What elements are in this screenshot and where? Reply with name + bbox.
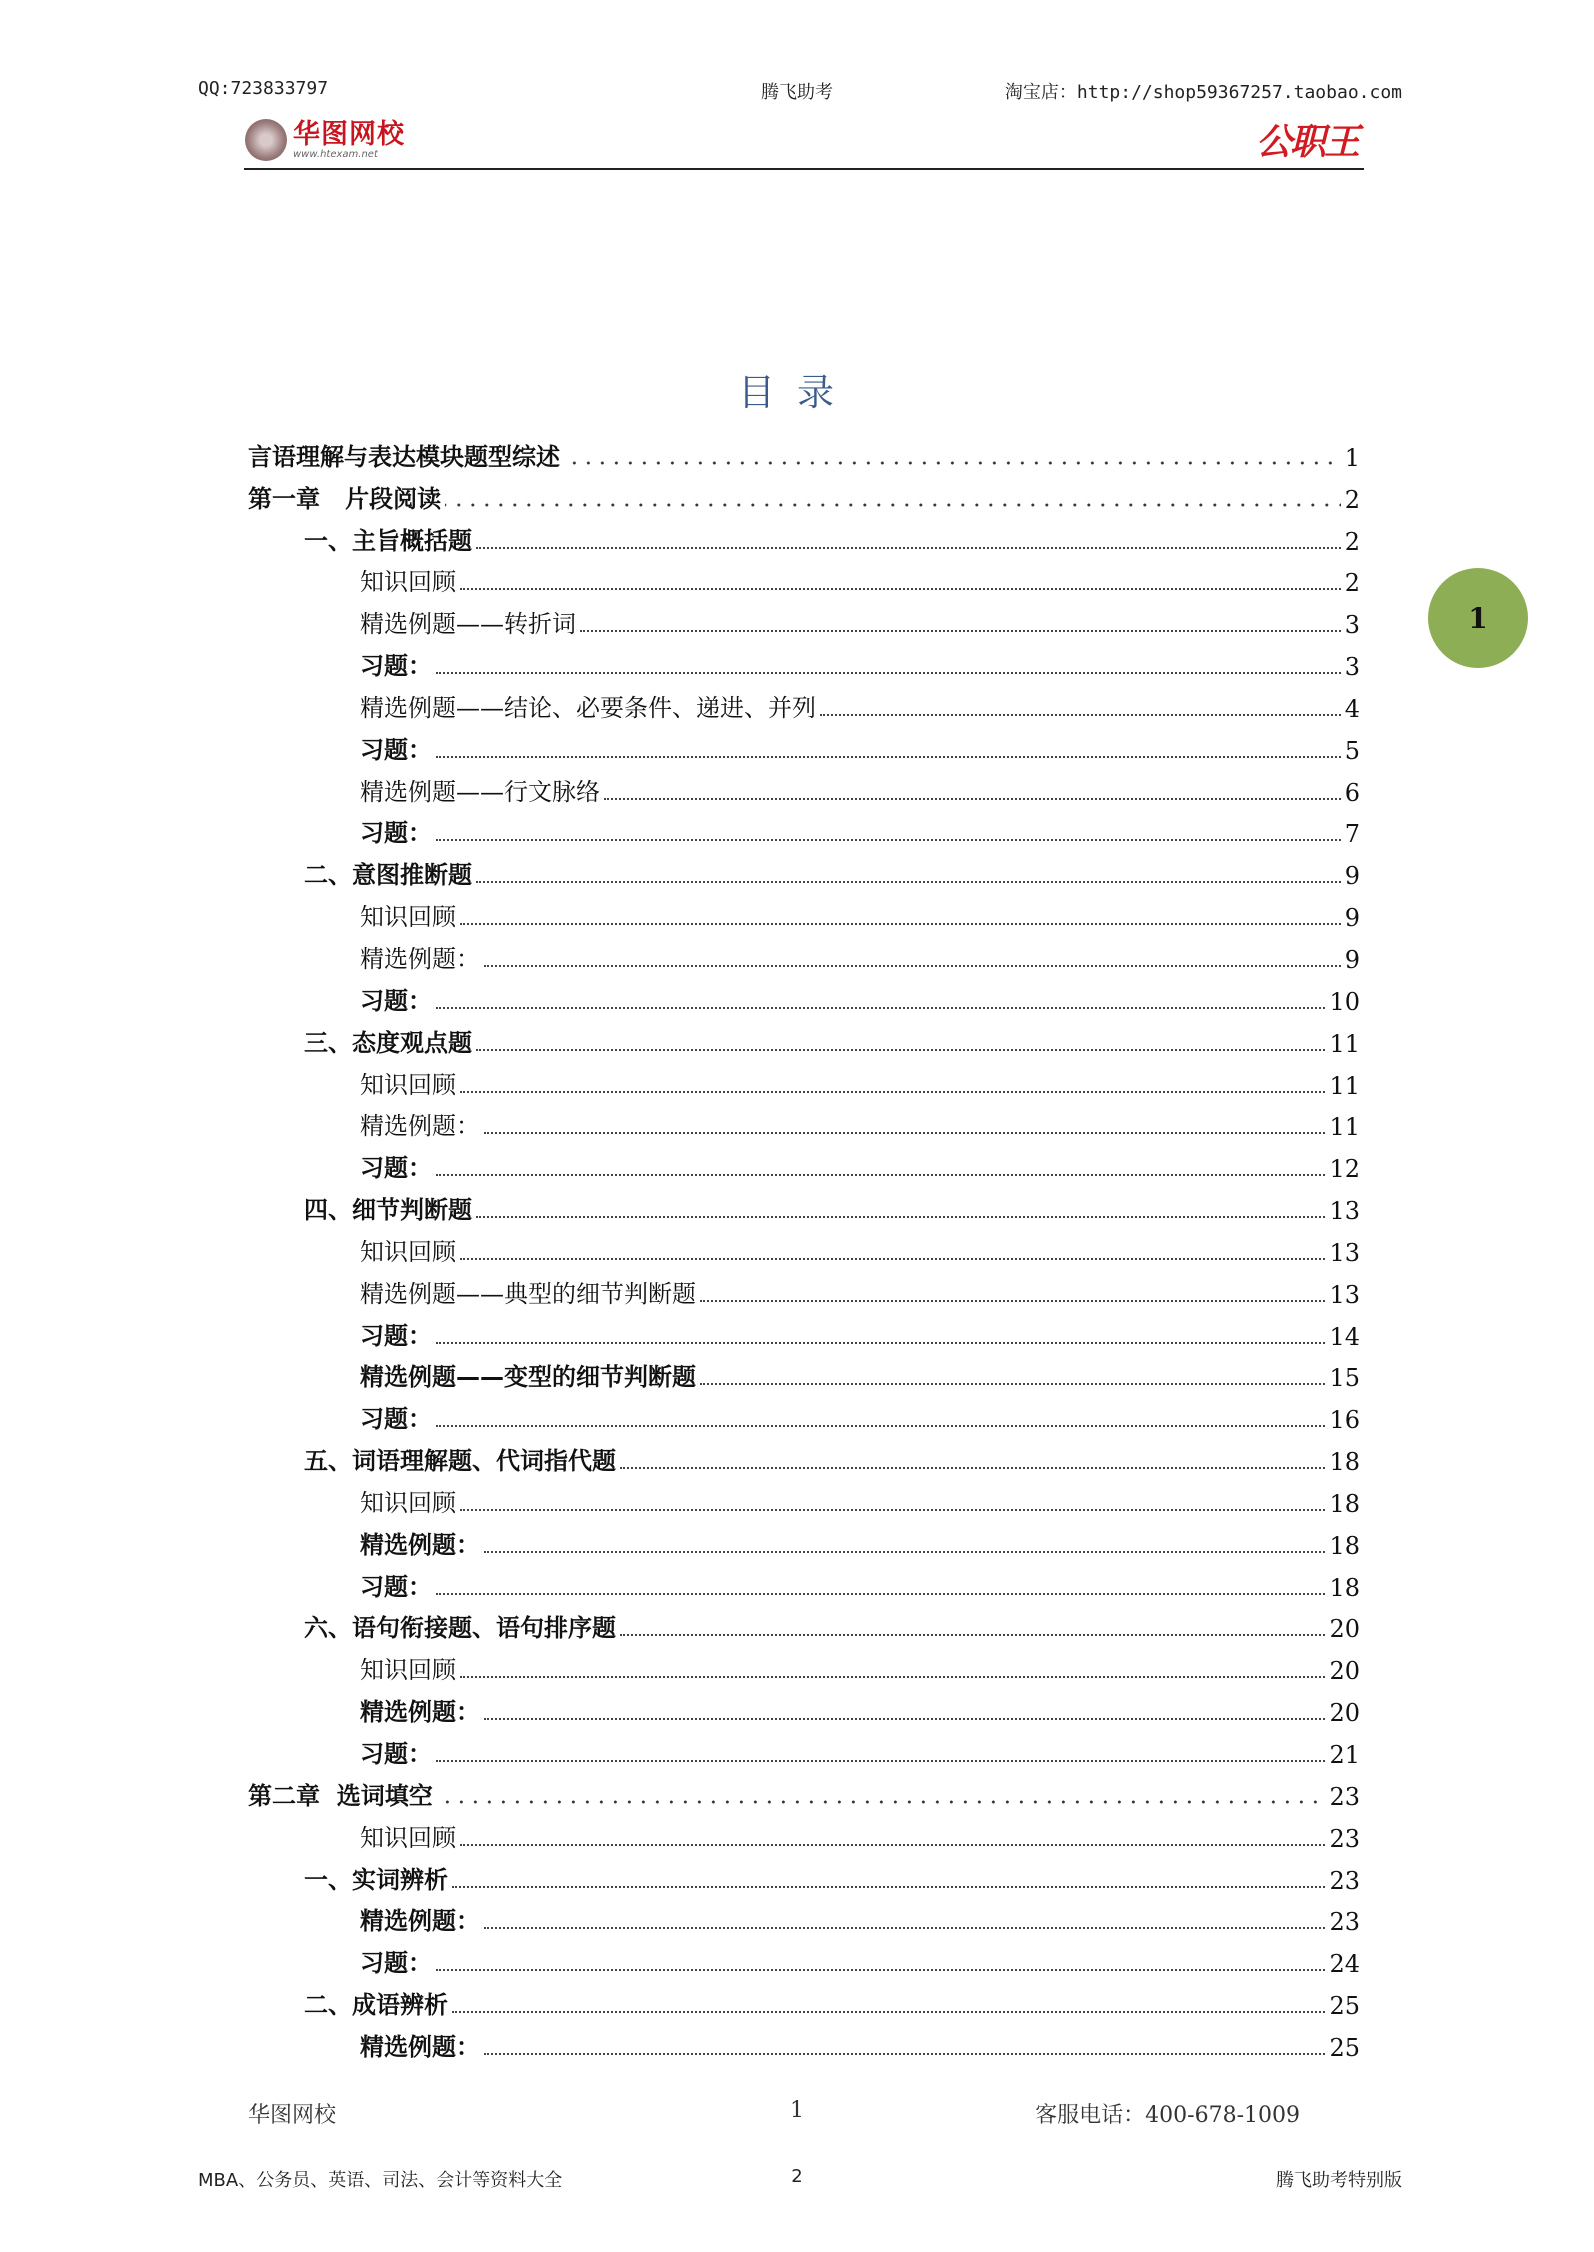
- toc-entry-label: 二、成语辨析: [304, 1991, 448, 2020]
- toc-title: 目录: [738, 371, 856, 414]
- dot-leader: [476, 1216, 1325, 1218]
- header-center-title: 腾飞助考: [761, 82, 833, 103]
- toc-entry-label: 精选例题——转折词: [360, 610, 576, 639]
- toc-entry-page: 11: [1329, 1113, 1360, 1142]
- toc-entry-label: 精选例题——行文脉络: [360, 777, 600, 806]
- footer-phone: 客服电话：400-678-1009: [1035, 2103, 1300, 2128]
- dot-leader: [484, 965, 1341, 967]
- dot-leader: [700, 1300, 1325, 1302]
- dot-leader: [445, 503, 1341, 507]
- dot-leader: [484, 1718, 1325, 1720]
- toc-entry-label: 习题：: [360, 1321, 432, 1350]
- bottom-bar: [0, 2166, 1594, 2196]
- toc-entry-page: 11: [1329, 1071, 1360, 1100]
- toc-entry-page: 2: [1344, 569, 1360, 598]
- toc-entry[interactable]: [248, 767, 1360, 809]
- toc-entry-label: 习题：: [360, 1740, 432, 1768]
- dot-leader: [436, 1969, 1325, 1971]
- toc-entry-page: 23: [1329, 1908, 1360, 1937]
- seal-icon: [245, 119, 287, 161]
- toc-entry-label: 精选例题：: [360, 1112, 480, 1141]
- toc-entry[interactable]: [248, 683, 1360, 725]
- toc-entry-page: 7: [1344, 820, 1360, 849]
- toc-entry-label: 三、态度观点题: [304, 1028, 472, 1057]
- toc-entry[interactable]: [248, 558, 1360, 600]
- toc-entry[interactable]: [248, 1478, 1360, 1520]
- toc-entry-page: 3: [1344, 653, 1360, 682]
- footer-page-number: 1: [790, 2098, 804, 2123]
- toc-entry-page: 3: [1344, 611, 1360, 640]
- toc-entry[interactable]: [248, 516, 1360, 558]
- dot-leader: [460, 1258, 1325, 1260]
- dot-leader: [476, 547, 1341, 549]
- dot-leader: [460, 1091, 1325, 1093]
- toc-entry-page: 14: [1329, 1322, 1360, 1351]
- dot-leader: [436, 839, 1341, 841]
- toc-entry-label: 五、词语理解题、代词指代题: [304, 1447, 616, 1476]
- toc-entry-label: 习题：: [360, 1405, 432, 1434]
- dot-leader: [436, 756, 1341, 758]
- toc-entry-label: 知识回顾: [360, 1823, 456, 1852]
- toc-entry-page: 11: [1329, 1029, 1360, 1058]
- dot-leader: [436, 1760, 1325, 1762]
- toc-entry-page: 9: [1344, 945, 1360, 974]
- toc-entry-page: 13: [1329, 1238, 1360, 1267]
- dot-leader: [484, 1927, 1325, 1929]
- dot-leader: [476, 1049, 1325, 1051]
- toc-entry[interactable]: [248, 599, 1360, 641]
- bottom-page-number: 2: [791, 2166, 803, 2187]
- dot-leader: [484, 2053, 1325, 2055]
- shop-link[interactable]: 淘宝店：http://shop59367257.taobao.com: [1004, 82, 1402, 103]
- dot-leader: [436, 1425, 1325, 1427]
- toc-entry-page: 4: [1344, 694, 1360, 723]
- page-badge: 1: [1428, 568, 1528, 668]
- toc-entry[interactable]: [248, 1060, 1360, 1102]
- toc-entry-page: 18: [1329, 1489, 1360, 1518]
- toc-entry-label: 知识回顾: [360, 1656, 456, 1685]
- top-header: [0, 78, 1594, 108]
- dot-leader: [436, 1593, 1325, 1595]
- toc-entry[interactable]: [248, 1311, 1360, 1353]
- toc-entry-page: 18: [1329, 1573, 1360, 1602]
- toc-entry-page: 12: [1329, 1155, 1360, 1184]
- toc-entry[interactable]: [248, 1353, 1360, 1395]
- toc-entry-page: 18: [1329, 1448, 1360, 1477]
- bottom-right-text: 腾飞助考特别版: [1276, 2170, 1402, 2191]
- table-of-contents: [248, 432, 1360, 2064]
- toc-entry[interactable]: [248, 1269, 1360, 1311]
- toc-entry-page: 25: [1329, 1992, 1360, 2021]
- toc-entry[interactable]: [248, 1980, 1360, 2022]
- toc-entry-label: 知识回顾: [360, 903, 456, 932]
- toc-entry-label: 二、意图推断题: [304, 861, 472, 890]
- toc-entry-page: 21: [1329, 1741, 1360, 1769]
- toc-entry-label: 精选例题——典型的细节判断题: [360, 1279, 696, 1308]
- dot-leader: [580, 630, 1341, 632]
- toc-entry-page: 1: [1344, 443, 1360, 472]
- dot-leader: [460, 1844, 1325, 1846]
- toc-entry-page: 20: [1329, 1657, 1360, 1686]
- toc-entry-page: 9: [1344, 904, 1360, 933]
- toc-entry[interactable]: [248, 892, 1360, 934]
- toc-entry[interactable]: [248, 1897, 1360, 1939]
- dot-leader: [436, 1007, 1325, 1009]
- logo-name: 华图网校: [293, 118, 405, 150]
- toc-entry-page: 20: [1329, 1699, 1360, 1728]
- toc-entry-page: 13: [1329, 1280, 1360, 1309]
- toc-entry-page: 24: [1329, 1950, 1360, 1979]
- toc-entry-label: 习题：: [360, 1949, 432, 1978]
- toc-entry[interactable]: [248, 1102, 1360, 1144]
- toc-entry[interactable]: [248, 1729, 1360, 1771]
- toc-entry-label: 精选例题——变型的细节判断题: [360, 1363, 696, 1392]
- toc-entry[interactable]: [248, 1645, 1360, 1687]
- toc-entry[interactable]: [248, 1938, 1360, 1980]
- toc-entry[interactable]: [248, 2022, 1360, 2064]
- dot-leader: [460, 588, 1341, 590]
- dot-leader: [436, 1342, 1325, 1344]
- toc-entry[interactable]: [248, 1855, 1360, 1897]
- toc-entry-label: 六、语句衔接题、语句排序题: [304, 1614, 616, 1643]
- toc-entry-label: 习题：: [360, 652, 432, 681]
- toc-entry-label: 一、实词辨析: [304, 1865, 448, 1894]
- toc-entry-page: 23: [1329, 1782, 1360, 1811]
- toc-entry[interactable]: [248, 1604, 1360, 1646]
- toc-entry[interactable]: [248, 1143, 1360, 1185]
- toc-entry[interactable]: [248, 809, 1360, 851]
- footer-school: 华图网校: [248, 2103, 337, 2128]
- toc-entry-label: 知识回顾: [360, 1070, 456, 1099]
- toc-entry-page: 18: [1329, 1531, 1360, 1560]
- toc-entry[interactable]: [248, 1813, 1360, 1855]
- toc-entry-page: 15: [1329, 1364, 1360, 1393]
- logo-url: www.htexam.net: [293, 148, 378, 160]
- toc-entry-label: 精选例题：: [360, 944, 480, 973]
- toc-entry[interactable]: [248, 474, 1360, 516]
- dot-leader: [460, 1509, 1325, 1511]
- dot-leader: [484, 1551, 1325, 1553]
- toc-entry-label: 言语理解与表达模块题型综述: [248, 442, 560, 471]
- dot-leader: [476, 881, 1341, 883]
- dot-leader: [564, 461, 1341, 465]
- toc-entry[interactable]: [248, 1394, 1360, 1436]
- toc-entry-label: 习题：: [360, 986, 432, 1015]
- toc-entry-page: 25: [1329, 2033, 1360, 2062]
- toc-entry-label: 精选例题：: [360, 1530, 480, 1559]
- toc-entry[interactable]: [248, 1562, 1360, 1604]
- toc-entry-label: 知识回顾: [360, 568, 456, 597]
- toc-entry[interactable]: [248, 1771, 1360, 1813]
- toc-entry-page: 16: [1329, 1406, 1360, 1435]
- dot-leader: [460, 923, 1341, 925]
- dot-leader: [436, 672, 1341, 674]
- toc-entry[interactable]: [248, 1018, 1360, 1060]
- toc-entry[interactable]: [248, 850, 1360, 892]
- toc-entry-label: 习题：: [360, 735, 432, 764]
- toc-entry[interactable]: [248, 976, 1360, 1018]
- toc-entry[interactable]: [248, 641, 1360, 683]
- bottom-left-text: MBA、公务员、英语、司法、会计等资料大全: [198, 2170, 563, 2191]
- toc-entry-page: 13: [1329, 1197, 1360, 1226]
- toc-entry[interactable]: [248, 725, 1360, 767]
- toc-entry-label: 知识回顾: [360, 1237, 456, 1266]
- gongzhiwang-logo: 公职王: [1255, 122, 1358, 163]
- toc-entry[interactable]: [248, 1185, 1360, 1227]
- toc-entry-page: 10: [1329, 987, 1360, 1016]
- toc-entry-page: 5: [1344, 736, 1360, 765]
- dot-leader: [604, 798, 1341, 800]
- toc-entry[interactable]: [248, 1227, 1360, 1269]
- toc-entry[interactable]: [248, 1520, 1360, 1562]
- dot-leader: [452, 1886, 1325, 1888]
- huatu-logo: [245, 116, 405, 164]
- toc-entry-label: 精选例题——结论、必要条件、递进、并列: [360, 693, 816, 722]
- toc-entry-label: 第二章 选词填空: [248, 1781, 433, 1810]
- toc-entry[interactable]: [248, 1436, 1360, 1478]
- toc-entry-label: 精选例题：: [360, 2032, 480, 2061]
- dot-leader: [620, 1467, 1325, 1469]
- toc-entry-label: 习题：: [360, 1572, 432, 1601]
- toc-entry[interactable]: [248, 934, 1360, 976]
- dot-leader: [820, 714, 1341, 716]
- dot-leader: [484, 1132, 1325, 1134]
- toc-entry[interactable]: [248, 432, 1360, 474]
- header-divider: [244, 168, 1364, 170]
- toc-entry-page: 23: [1329, 1824, 1360, 1853]
- toc-entry-page: 23: [1329, 1866, 1360, 1895]
- toc-entry-label: 四、细节判断题: [304, 1196, 472, 1225]
- toc-entry-label: 习题：: [360, 819, 432, 848]
- toc-entry-page: 6: [1344, 778, 1360, 807]
- dot-leader: [452, 2011, 1325, 2013]
- toc-entry-label: 精选例题：: [360, 1907, 480, 1936]
- toc-entry-page: 20: [1329, 1615, 1360, 1644]
- page-footer: [0, 2098, 1594, 2128]
- dot-leader: [700, 1383, 1325, 1385]
- toc-entry-page: 2: [1344, 527, 1360, 556]
- toc-entry-page: 2: [1344, 485, 1360, 514]
- toc-entry[interactable]: [248, 1687, 1360, 1729]
- toc-entry-label: 知识回顾: [360, 1488, 456, 1517]
- toc-entry-page: 9: [1344, 862, 1360, 891]
- dot-leader: [436, 1174, 1325, 1176]
- toc-entry-label: 一、主旨概括题: [304, 526, 472, 555]
- toc-entry-label: 习题：: [360, 1154, 432, 1183]
- toc-entry-label: 精选例题：: [360, 1698, 480, 1727]
- dot-leader: [437, 1800, 1326, 1804]
- dot-leader: [620, 1634, 1325, 1636]
- dot-leader: [460, 1676, 1325, 1678]
- qq-contact: QQ:723833797: [198, 78, 329, 99]
- toc-entry-label: 第一章 片段阅读: [248, 484, 442, 513]
